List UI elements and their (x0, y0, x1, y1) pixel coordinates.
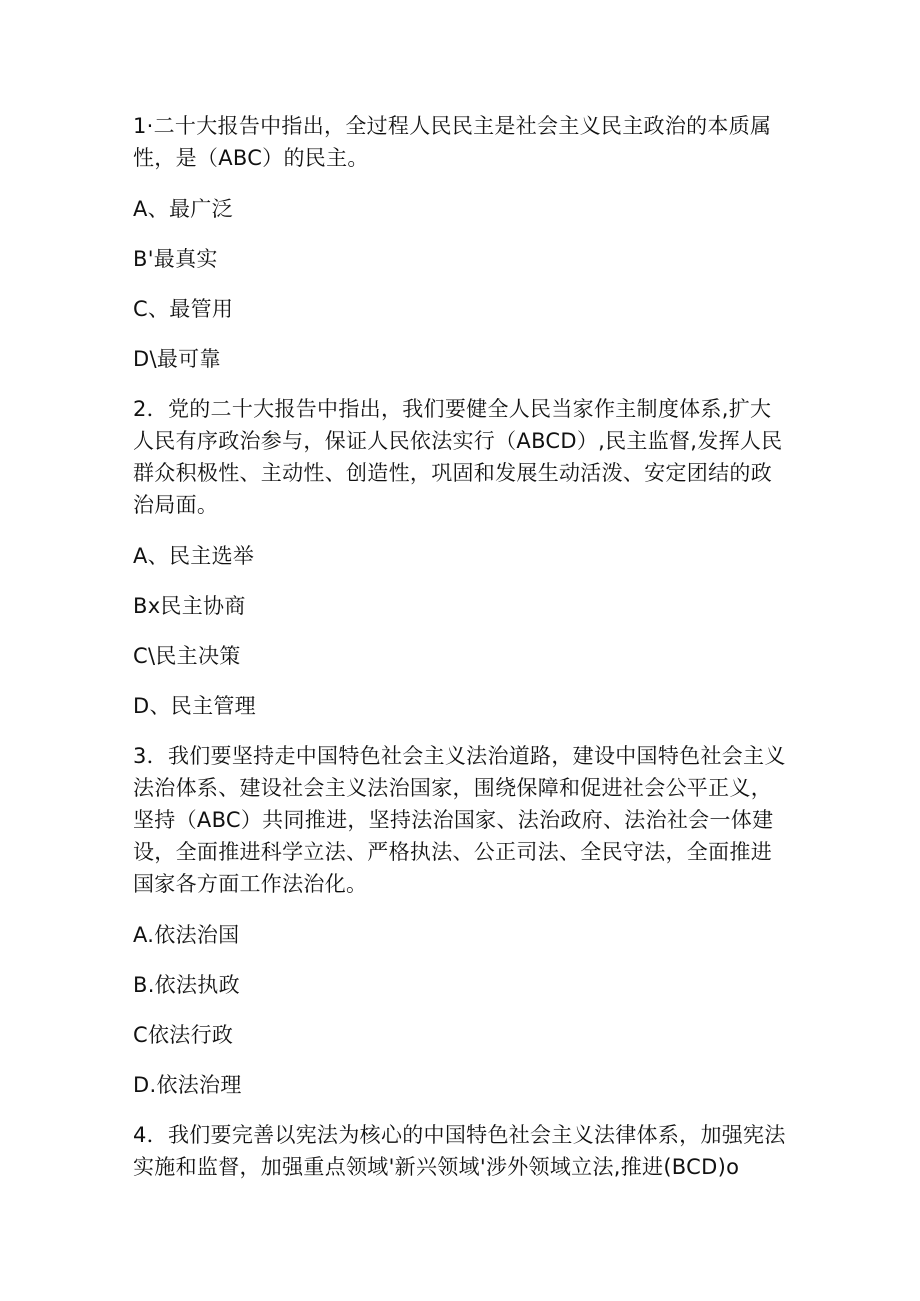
question-1-stem: 1·二十大报告中指出，全过程人民民主是社会主义民主政治的本质属性，是（ABC）的民主。 (133, 114, 772, 170)
question-2-option-c: C\民主决策 (133, 644, 241, 668)
question-3-option-d: D.依法治理 (133, 1073, 242, 1097)
question-1-option-c: C、最管用 (133, 297, 234, 321)
question-3-option-a: A.依法治国 (133, 923, 240, 947)
question-1-option-a: A、最广泛 (133, 197, 233, 221)
question-1-option-d: D\最可靠 (133, 347, 221, 371)
question-2-option-a: A、民主选举 (133, 544, 255, 568)
question-2-stem: 2．党的二十大报告中指出，我们要健全人民当家作主制度体系,扩大人民有序政治参与，保证人民依法实行（ABCD）,民主监督,发挥人民群众积极性、主动性、创造性，巩固和发展生动活泼、安定团结的政治局面。 (133, 397, 783, 517)
document-content (133, 110, 788, 1202)
question-3-option-c: C依法行政 (133, 1023, 234, 1047)
question-3-option-b: B.依法执政 (133, 973, 240, 997)
question-2-option-d: D、民主管理 (133, 694, 256, 718)
question-3-stem: 3．我们要坚持走中国特色社会主义法治道路，建设中国特色社会主义法治体系、建设社会主义法治国家，围绕保障和促进社会公平正义，坚持（ABC）共同推进，坚持法治国家、法治政府、法治社会一体建设，全面推进科学立法、严格执法、公正司法、全民守法，全面推进国家各方面工作法治化。 (133, 744, 786, 896)
question-2-option-b: Bx民主协商 (133, 594, 246, 618)
question-4-stem: 4．我们要完善以宪法为核心的中国特色社会主义法律体系，加强宪法实施和监督，加强重点领域'新兴领域'涉外领域立法,推进(BCD)o (133, 1123, 786, 1179)
question-1-option-b: B'最真实 (133, 247, 218, 271)
